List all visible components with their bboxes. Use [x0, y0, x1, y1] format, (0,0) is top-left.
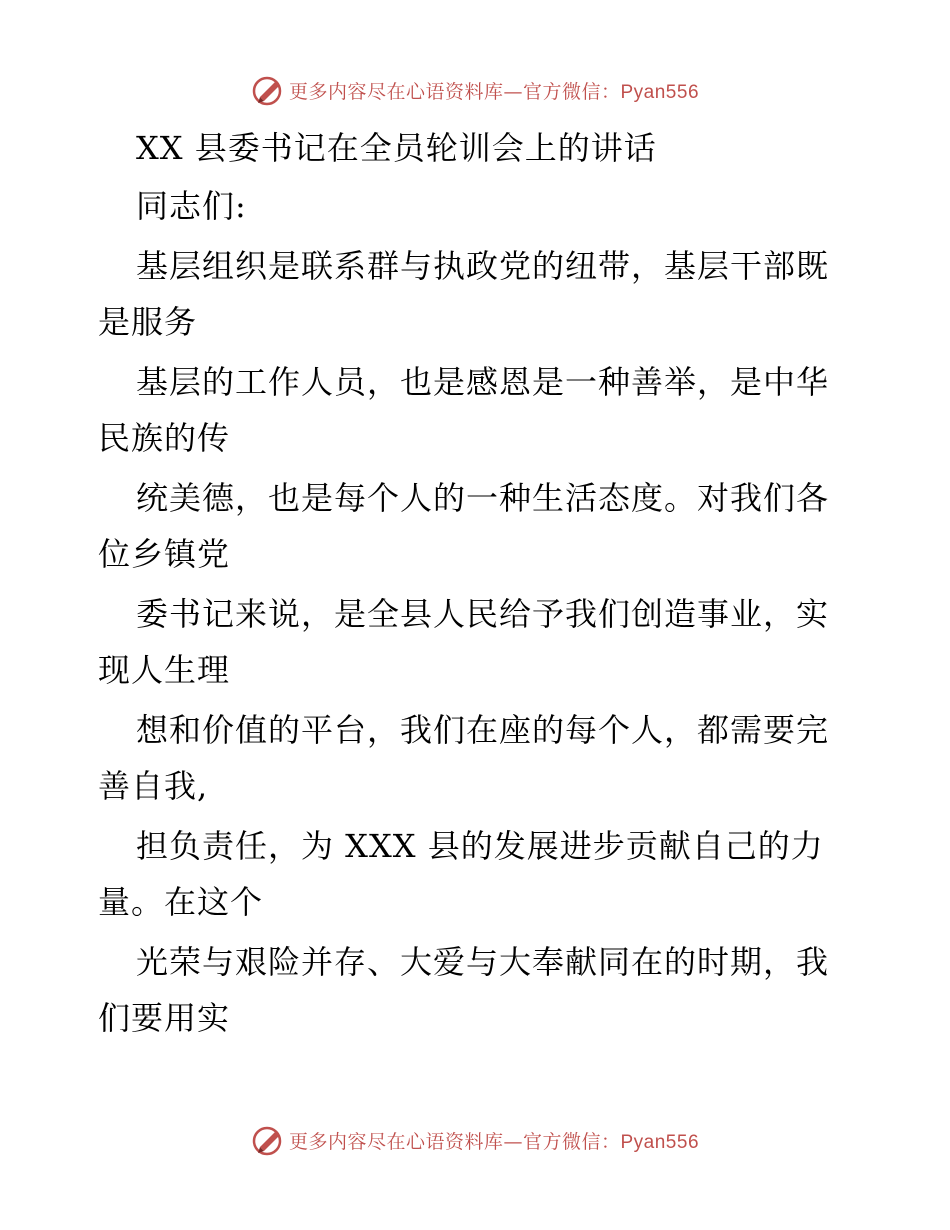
watermark-id: Pyan556 [620, 81, 700, 103]
text-line: 担负责任，为 XXX 县的发展进步贡献自己的力 [136, 827, 824, 865]
pen-logo-icon [251, 1123, 285, 1157]
watermark-label: 更多内容尽在心语资料库—官方微信： [288, 1130, 621, 1153]
header-watermark [0, 68, 950, 112]
text-line: 善自我, [98, 767, 209, 805]
text-line: 想和价值的平台，我们在座的每个人，都需要完 [136, 711, 830, 749]
document-title: XX 县委书记在全员轮训会上的讲话 [136, 129, 657, 167]
pen-logo-icon [251, 73, 285, 107]
text-line: 位乡镇党 [98, 535, 231, 573]
text-line: 们要用实 [98, 999, 231, 1037]
text-line: 统美德，也是每个人的一种生活态度。对我们各 [136, 479, 830, 517]
watermark-label: 更多内容尽在心语资料库—官方微信： [288, 80, 621, 103]
text-line: 委书记来说，是全县人民给予我们创造事业，实 [136, 595, 830, 633]
watermark-text [289, 77, 699, 104]
watermark-text [289, 1127, 699, 1154]
footer-watermark [0, 1118, 950, 1162]
text-line: 现人生理 [98, 651, 231, 689]
watermark-id: Pyan556 [620, 1131, 700, 1153]
text-line: 光荣与艰险并存、大爱与大奉献同在的时期，我 [136, 943, 830, 981]
text-line: 基层组织是联系群与执政党的纽带，基层干部既 [136, 247, 830, 285]
text-line: 是服务 [98, 303, 198, 341]
text-line: 同志们: [136, 187, 247, 225]
text-line: 民族的传 [98, 419, 231, 457]
text-line: 量。在这个 [98, 883, 264, 921]
text-line: 基层的工作人员，也是感恩是一种善举，是中华 [136, 363, 830, 401]
